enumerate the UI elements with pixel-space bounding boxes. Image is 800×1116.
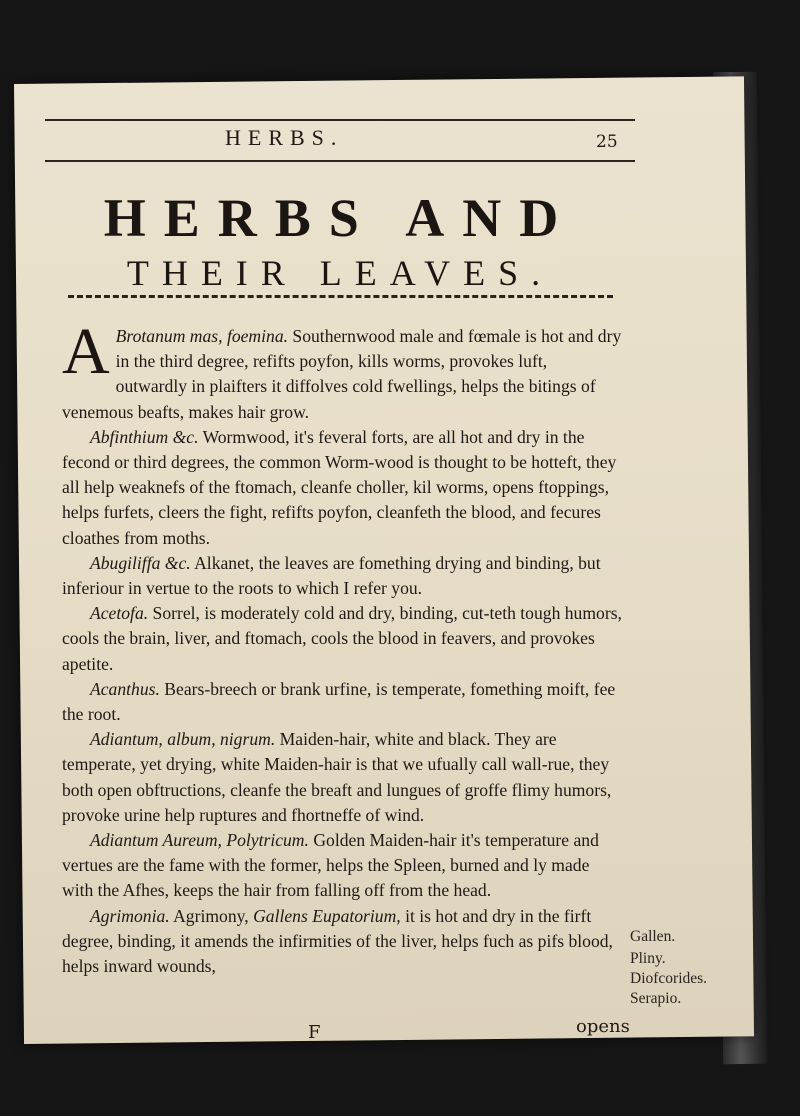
entry-latin-name: Abfinthium &c.	[90, 426, 199, 447]
entry-latin-name: Adiantum Aureum, Polytricum.	[90, 830, 309, 851]
entry-latin-name: Abugiliffa &c.	[90, 552, 191, 573]
entry-text: Golden Maiden-hair it's temperature and vertues are the fame with the former, helps the Spleen, burned and ly made with the Afhes, keeps the hair from falling off from the head.	[62, 830, 599, 901]
entry-text: Agrimony,	[169, 905, 254, 926]
catchword: opens	[576, 1016, 630, 1037]
chapter-title-line1: HERBS AND	[103, 188, 577, 248]
sidenote-dioscorides: Diofcorides.	[630, 970, 708, 987]
chapter-title-line2: THEIR LEAVES.	[126, 253, 554, 293]
entry-adiantum	[62, 727, 622, 828]
sidenote-serapio: Serapio.	[630, 990, 682, 1007]
header-rule	[45, 160, 635, 162]
entry-absinthium	[62, 425, 622, 551]
entry-latin-name: Acanthus.	[90, 678, 160, 699]
entry-acanthus	[62, 677, 622, 727]
entry-latin-name-2: Gallens Eupatorium,	[253, 905, 401, 926]
ornamental-rule	[68, 295, 613, 298]
entry-abugilissa	[62, 551, 622, 601]
entry-text: Alkanet, the leaves are fomething drying and binding, but inferiour in vertue to the roots to which I refer you.	[62, 552, 601, 599]
entry-text: Bears-breech or brank urfine, is temperate, fomething moift, fee the root.	[62, 678, 616, 725]
body-text	[62, 315, 622, 979]
entry-latin-name: Acetofa.	[90, 603, 149, 624]
entry-latin-name: Agrimonia.	[90, 905, 170, 926]
sidenote-gallen: Gallen.	[630, 928, 676, 945]
entry-text: Sorrel, is moderately cold and dry, binding, cut-teth tough humors, cools the brain, liver, and ftomach, cools the blood in feavers, and provokes apetite.	[62, 603, 622, 674]
entry-acetosa	[62, 601, 622, 677]
entry-latin-name: Brotanum mas, foemina.	[115, 326, 289, 346]
entry-text: Southernwood male and fœmale is hot and dry in the third degree, refifts poyfon, kills worms, provokes luft, outwardly in plaifters it diffolves cold fwellings, helps the bitings of venemous beafts, makes hair grow.	[62, 326, 622, 422]
sidenote-pliny: Pliny.	[630, 950, 666, 967]
signature-mark: F	[308, 1022, 321, 1043]
top-rule	[45, 119, 635, 121]
running-head: HERBS.	[225, 125, 344, 150]
drop-cap: A	[62, 315, 110, 388]
entry-latin-name: Adiantum, album, nigrum.	[90, 729, 276, 750]
entry-agrimonia	[62, 904, 622, 980]
entry-text-2: it is hot and dry in the firft degree, binding, it amends the infirmities of the liver, helps fuch as pifs blood, helps inward wounds,	[62, 905, 613, 977]
entry-adiantum-aureum	[62, 828, 622, 904]
page-number: 25	[596, 132, 618, 152]
entry-text: Maiden-hair, white and black. They are temperate, yet drying, white Maiden-hair is that we ufually call wall-rue, they both open obftructions, cleanfe the breaft and lungues of groffe flimy humors, provoke urine help ruptures and fhortneffe of wind.	[62, 729, 612, 825]
entry-text: Wormwood, it's feveral forts, are all hot and dry in the fecond or third degrees, the common Worm-wood is thought to be hotteft, they all help weaknefs of the ftomach, cleanfe choller, kil worms, opens ftoppings, helps furfets, cleers the fight, refifts poyfon, cleanfeth the blood, and fecures cloathes from moths.	[62, 426, 617, 548]
entry-abrotanum	[62, 315, 622, 425]
